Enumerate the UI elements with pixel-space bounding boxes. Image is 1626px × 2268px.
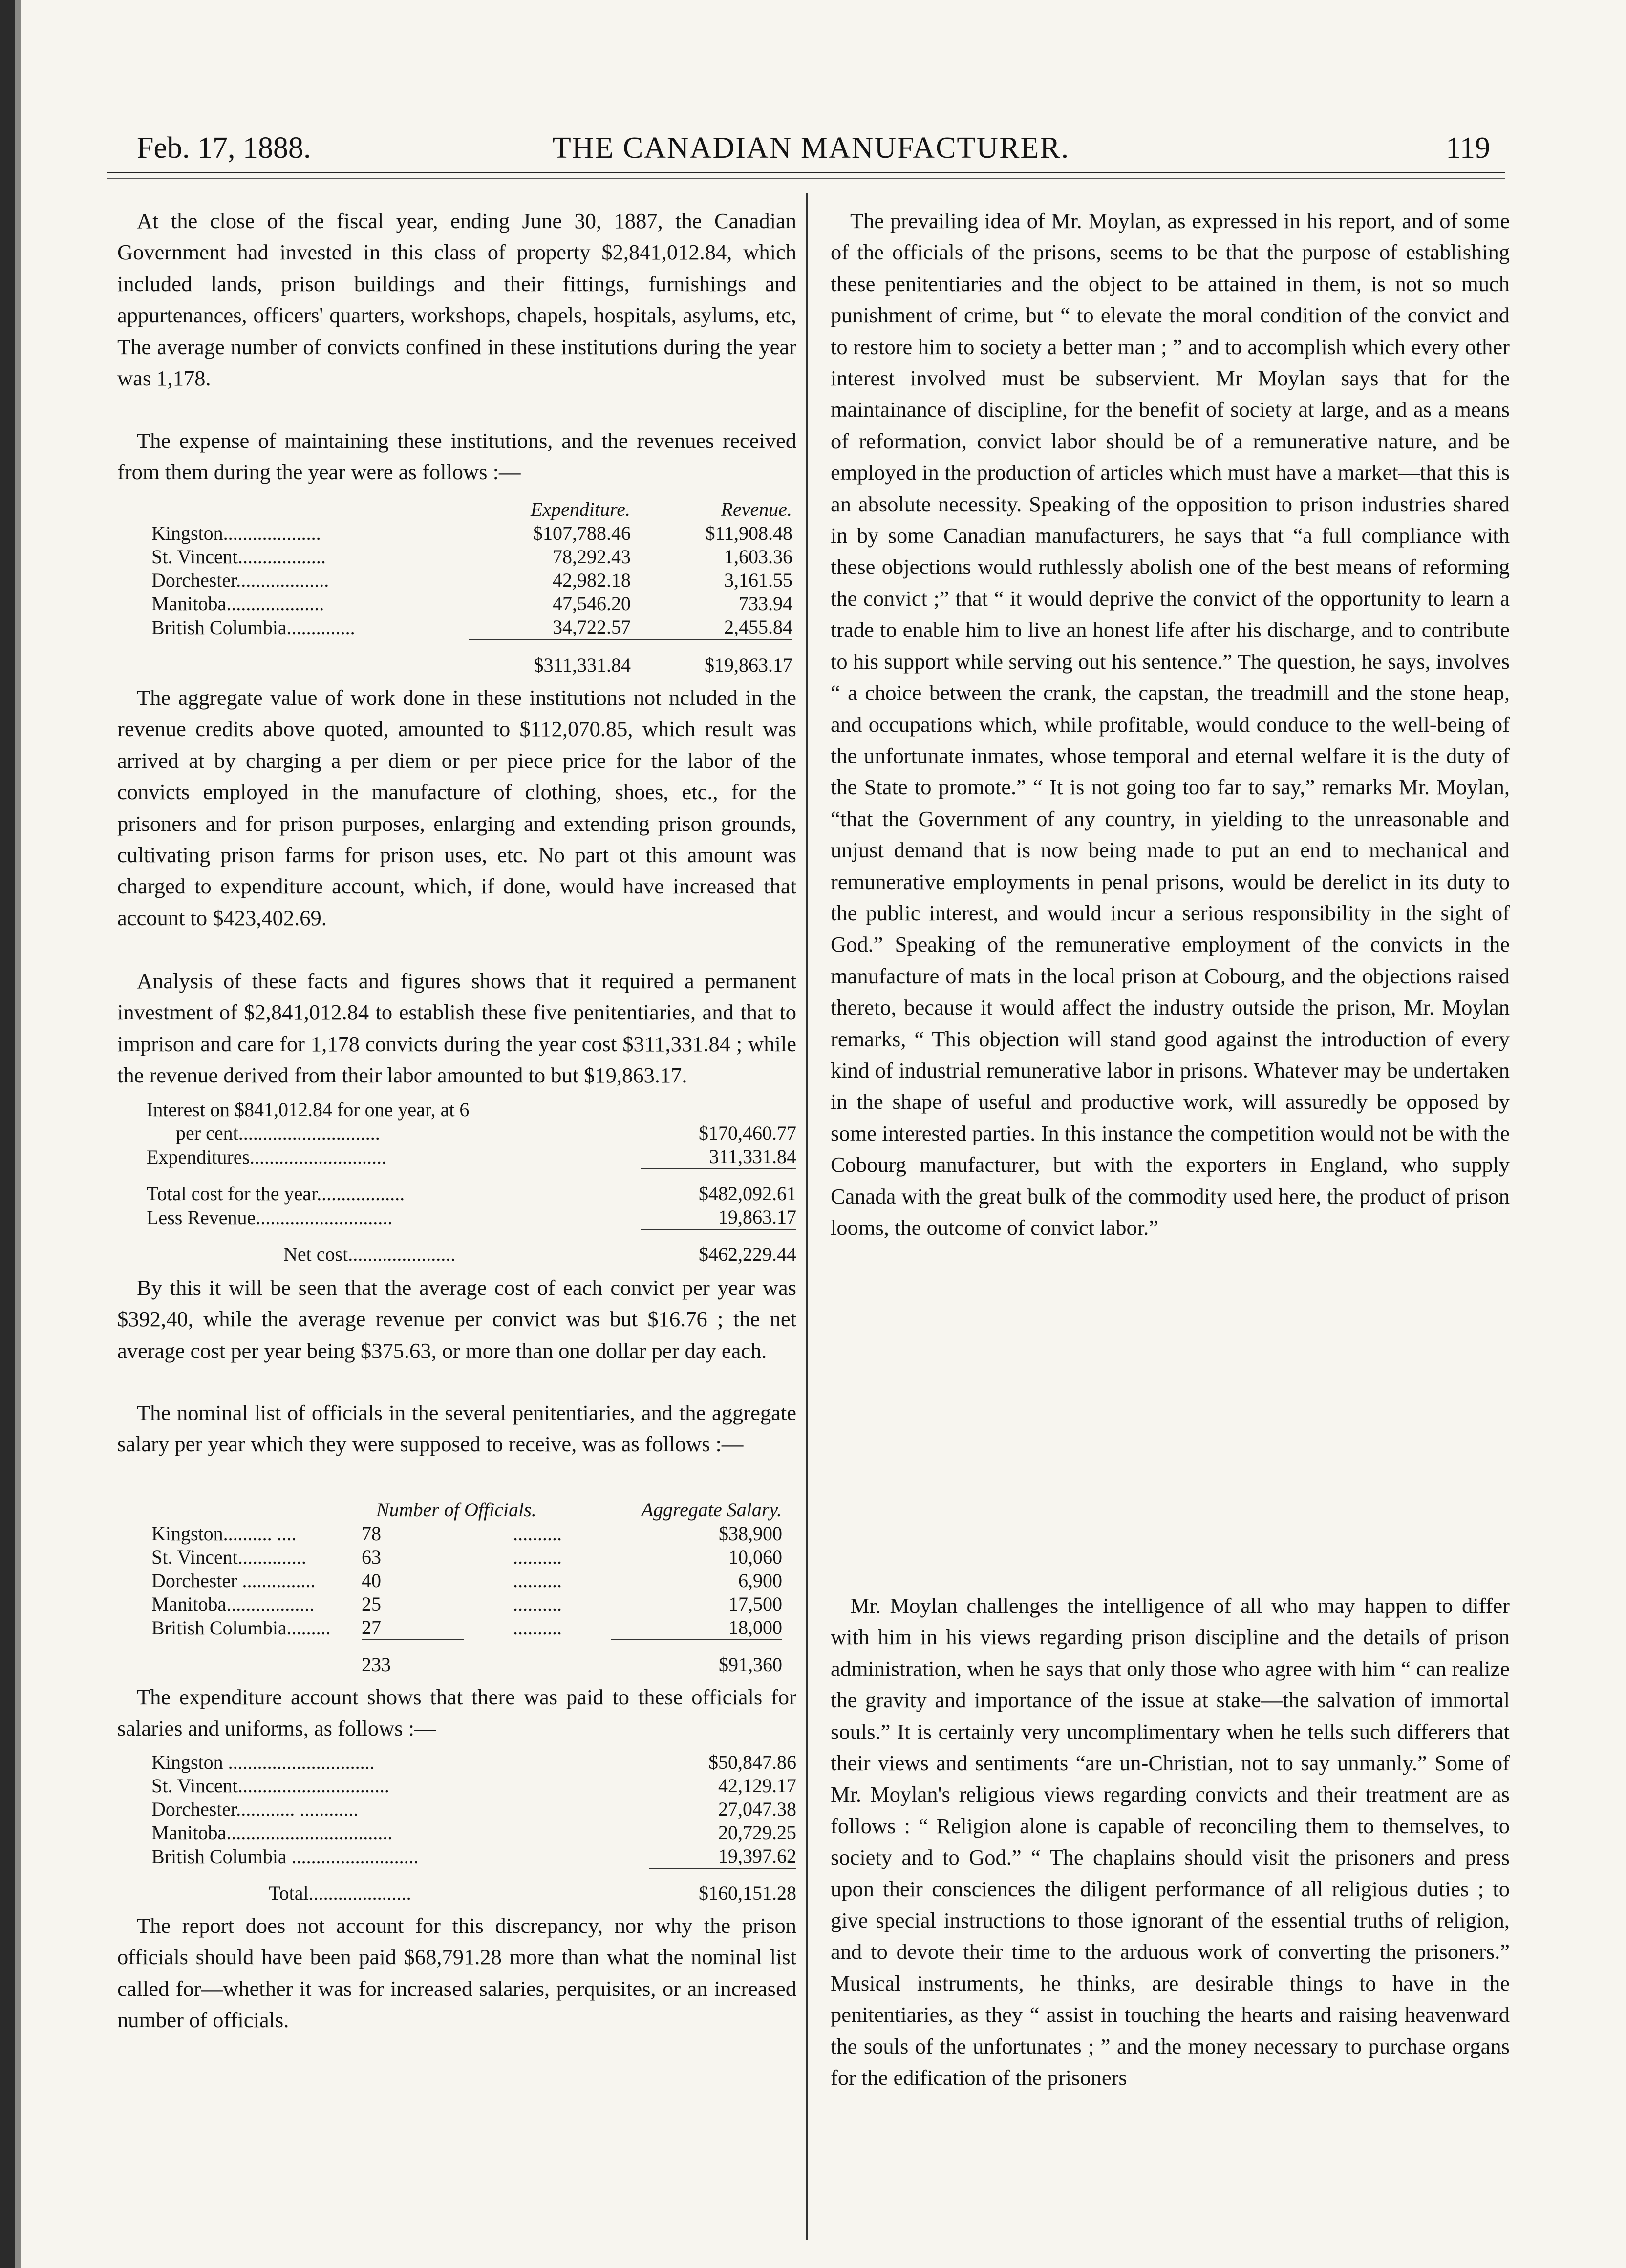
table-total-row: Total..................... $160,151.28: [269, 1882, 796, 1904]
table-row: Kingston.......... .... 78 .......... $38,900: [151, 1523, 782, 1545]
table-row: Dorchester ............... 40 .......... 6,900: [151, 1569, 782, 1591]
table-row: Expenditures............................ 311,331.84: [147, 1145, 796, 1169]
header-rule-bottom: [107, 178, 1505, 179]
paragraph: At the close of the fiscal year, ending June 30, 1887, the Canadian Government had invested in this class of property $2,841,012.84, which included lands, prison buildings and their fittings, furnishings and appurtenances, officers' quarters, workshops, chapels, hospitals, asylums, etc, The average number of convicts confined in these institutions during the year was 1,178.: [117, 209, 796, 391]
paragraph: Analysis of these facts and figures shows that it required a permanent investment of $2,841,012.84 to establish these five penitentiaries, and that to imprison and care for 1,178 convicts during the year cost $311,331.84 ; while the revenue derived from their labor amounted to but $19,863.17.: [117, 969, 796, 1088]
column-header-expenditure: Expenditure.: [530, 498, 630, 520]
right-column: [831, 205, 1510, 2186]
paragraph: Mr. Moylan challenges the intelligence of all who may happen to differ with him in his views regarding prison discipline and the details of prison administration, when he says that only those who agree with him “ can realize the gravity and importance of the issue at stake—the salvation of immortal souls.” It is certainly very uncomplimentary when he tells such differers that their views and sentiments “are un-Christian, not to say unmanly.” Some of Mr. Moylan's religious views regarding convicts and their treatment are as follows : “ Religion alone is capable of reconciling them to themselves, to society and to God.” “ The chaplains should visit the prisoners and press upon their consciences the diligent performance of all religious duties ; to give special instructions to those ignorant of the essential truths of religion, and to devote their time to the arduous work of converting the prisoners.” Musical instruments, he thinks, are desirable things to have in the penitentiaries, as they “ assist in touching the hearts and raising heavenward the souls of the unfortunates ; ” and the money necessary to purchase organs for the edification of the prisoners: [831, 1593, 1510, 2090]
table-row: St. Vincent.............. 63 .......... 10,060: [151, 1546, 782, 1568]
header-rule-top: [107, 172, 1505, 173]
left-column: [117, 205, 796, 2035]
table-row: St. Vincent............................... 42,129.17: [151, 1775, 796, 1797]
table-row: Less Revenue............................ 19,863.17: [147, 1206, 796, 1229]
table-total-row: 233 $91,360: [362, 1653, 782, 1675]
page-binding-shadow: [15, 0, 21, 2268]
page-number: 119: [1446, 131, 1490, 165]
paragraph: The report does not account for this discrepancy, nor why the prison officials should have been paid $68,791.28 more than what the nominal list called for—whether it was for increased salaries, perquisites, or an increased number of officials.: [117, 1913, 796, 2033]
table-row: Dorchester............ ............ 27,047.38: [151, 1798, 796, 1820]
table-row: Interest on $841,012.84 for one year, at 6: [147, 1099, 470, 1121]
table-header-row: [151, 1498, 782, 1522]
column-divider: [806, 193, 808, 2240]
table-row: Kingston .............................. $50,847.86: [151, 1751, 796, 1773]
table-row: Manitoba.................. 25 .......... 17,500: [151, 1593, 782, 1615]
table-row: British Columbia .......................... 19,397.62: [151, 1844, 796, 1868]
table-row: per cent............................. $170,460.77: [176, 1122, 796, 1144]
page-binding-edge: [0, 0, 15, 2268]
publication-title: THE CANADIAN MANUFACTURER.: [552, 131, 1070, 165]
paragraph: The nominal list of officials in the several penitentiaries, and the aggregate salary per year which they were supposed to receive, was as follows :—: [117, 1400, 796, 1457]
table-total-row: Net cost...................... $462,229.44: [283, 1243, 796, 1265]
table-total-row: $311,331.84 $19,863.17: [534, 654, 792, 676]
table-row: Kingston.................... $107,788.46 $11,908.48: [151, 522, 792, 544]
expenditure-revenue-table: [151, 497, 792, 677]
issue-date: Feb. 17, 1888.: [137, 131, 311, 165]
net-cost-table: [147, 1098, 796, 1266]
paragraph: The expense of maintaining these institutions, and the revenues received from them during the year were as follows :—: [117, 428, 796, 485]
column-header-revenue: Revenue.: [721, 498, 792, 520]
page-header: [132, 122, 1490, 171]
paragraph: By this it will be seen that the average cost of each convict per year was $392,40, while the average revenue per convict was but $16.76 ; the net average cost per year being $375.63, or more than one dollar per day each.: [117, 1275, 796, 1363]
salaries-uniforms-table: [151, 1751, 796, 1905]
paragraph: The prevailing idea of Mr. Moylan, as expressed in his report, and of some of the officials of the prisons, seems to be that the purpose of establishing these penitentiaries and the object to be attained in them, is not so much punishment of crime, but “ to elevate the moral condition of the convict and to restore him to society a better man ; ” and to accomplish which every other interest involved must be subservient. Mr Moylan says that for the maintainance of discipline, for the benefit of society at large, and as a means of reformation, convict labor should be of a remunerative nature, and be employed in the production of articles which must have a market—that this is an absolute necessity. Speaking of the opposition to prison industries shared in by some Canadian manufacturers, he says that “a full compliance with these objections would ruthlessly abolish one of the best means of reforming the convict ;” that “ it would deprive the convict of the opportunity to learn a trade to enable him to live an honest life after his discharge, and to contribute to his support while serving out his sentence.” The question, he says, involves “ a choice between the crank, the capstan, the treadmill and the stone heap, and occupations which, while profitable, would conduce to the well-being of the unfortunate inmates, whose temporal and eternal welfare it is the duty of the State to promote.” “ It is not going too far to say,” remarks Mr. Moylan, “that the Government of any country, in yielding to the unreasonable and unjust demand that is now being made to put an end to mechanical and remunerative employments in penal prisons, would be derelict in its duty to the public interest, and would incur a serious responsibility in the sight of God.” Speaking of the remunerative employment of the convicts in the manufacture of mats in the local prison at Cobourg, and the objections raised thereto, because it would affect the industry outside the prison, Mr. Moylan remarks, “ This objection will stand good against the introduction of every kind of industrial remunerative labor in prisons. Whatever may be undertaken in the shape of useful and productive work, will assuredly be opposed by some interested parties. In this instance the competition would not be with the Cobourg manufacturer, but with the exporters in England, who supply Canada with the great bulk of the commodity used here, the product of prison looms, the outcome of convict labor.”: [831, 209, 1510, 1240]
officials-salary-table: [151, 1498, 782, 1676]
table-row: Dorchester................... 42,982.18 3,161.55: [151, 569, 792, 591]
paragraph: The expenditure account shows that there was paid to these officials for salaries and uniforms, as follows :—: [117, 1685, 796, 1741]
column-header-officials: Number of Officials.: [376, 1499, 536, 1521]
paragraph: The aggregate value of work done in these institutions not ncluded in the revenue credits above quoted, amounted to $112,070.85, which result was arrived at by charging a per diem or per piece price for the labor of the convicts employed in the manufacture of clothing, shoes, etc., for the prisoners and for prison purposes, enlarging and extending prison grounds, cultivating prison farms for prison uses, etc. No part ot this amount was charged to expenditure account, which, if done, would have increased that account to $423,402.69.: [117, 685, 796, 930]
table-row: British Columbia......... 27 .......... 18,000: [151, 1616, 782, 1640]
table-row: Total cost for the year.................. $482,092.61: [147, 1182, 796, 1205]
table-row: Manitoba.................................. 20,729.25: [151, 1822, 796, 1844]
column-header-salary: Aggregate Salary.: [641, 1499, 782, 1521]
table-header-row: [151, 497, 792, 522]
table-row: British Columbia.............. 34,722.57 2,455.84: [151, 615, 792, 639]
table-row: St. Vincent.................. 78,292.43 1,603.36: [151, 546, 792, 568]
table-row: Manitoba.................... 47,546.20 733.94: [151, 593, 792, 615]
